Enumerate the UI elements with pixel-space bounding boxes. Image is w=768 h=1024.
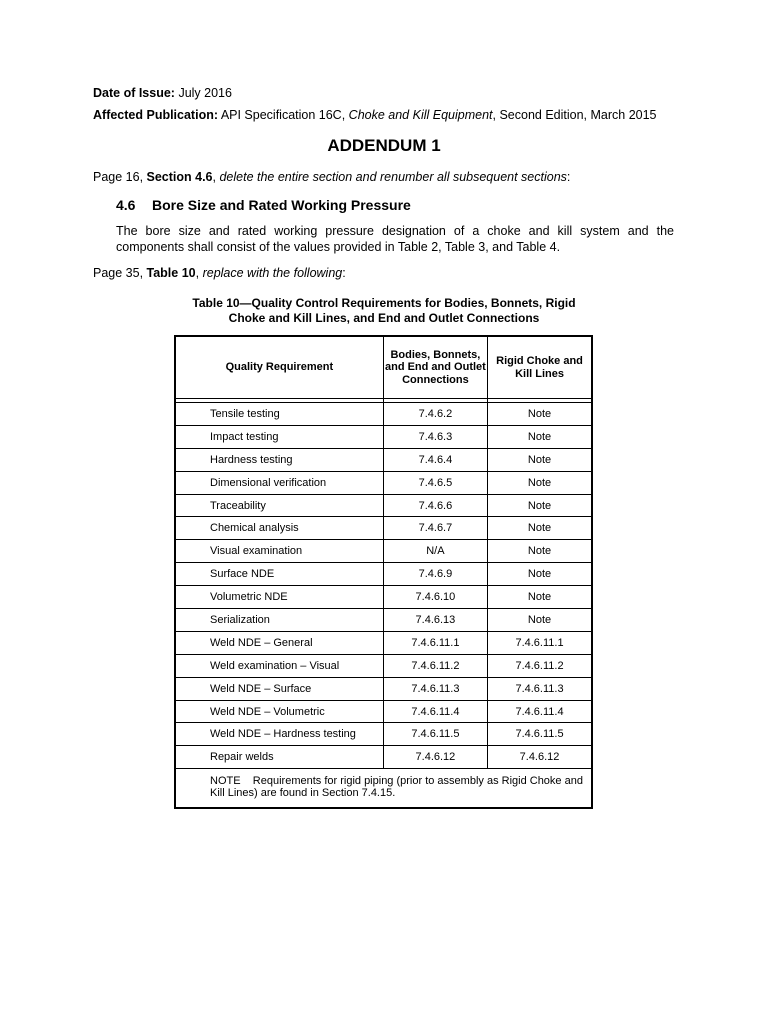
section-number: 4.6: [116, 197, 136, 213]
bodies-ref-cell: 7.4.6.2: [383, 403, 487, 426]
bodies-ref-cell: 7.4.6.11.4: [383, 700, 487, 723]
bodies-ref-cell: 7.4.6.11.3: [383, 677, 487, 700]
table-row: [175, 586, 592, 609]
lines-ref-cell: 7.4.6.11.4: [488, 700, 592, 723]
bodies-ref-cell: 7.4.6.5: [383, 471, 487, 494]
requirement-cell: Serialization: [175, 609, 383, 632]
publication-value-pre: API Specification 16C,: [220, 108, 349, 122]
lines-ref-cell: 7.4.6.11.1: [488, 631, 592, 654]
table-caption: [170, 296, 598, 326]
lines-ref-cell: 7.4.6.11.2: [488, 654, 592, 677]
lines-ref-cell: Note: [488, 494, 592, 517]
table-row: [175, 425, 592, 448]
table-row: [175, 403, 592, 426]
table-header-row: [175, 336, 592, 399]
instruction-section-4-6: [93, 170, 570, 184]
lines-ref-cell: 7.4.6.12: [488, 746, 592, 769]
quality-control-table: [174, 335, 593, 809]
section-title: Bore Size and Rated Working Pressure: [152, 197, 411, 213]
table-row: [175, 609, 592, 632]
lines-ref-cell: 7.4.6.11.5: [488, 723, 592, 746]
lines-ref-cell: Note: [488, 403, 592, 426]
table-row: [175, 471, 592, 494]
requirement-cell: Surface NDE: [175, 563, 383, 586]
instruction2-mid: ,: [195, 266, 203, 280]
bodies-ref-cell: 7.4.6.13: [383, 609, 487, 632]
table-caption-line2: Choke and Kill Lines, and End and Outlet Connections: [228, 311, 540, 325]
bodies-ref-cell: 7.4.6.11.2: [383, 654, 487, 677]
table-row: [175, 631, 592, 654]
bodies-ref-cell: 7.4.6.11.1: [383, 631, 487, 654]
bodies-ref-cell: 7.4.6.3: [383, 425, 487, 448]
instruction2-post: :: [342, 266, 346, 280]
bodies-ref-cell: 7.4.6.12: [383, 746, 487, 769]
table-row: [175, 723, 592, 746]
lines-ref-cell: 7.4.6.11.3: [488, 677, 592, 700]
requirement-cell: Dimensional verification: [175, 471, 383, 494]
lines-ref-cell: Note: [488, 609, 592, 632]
bodies-ref-cell: 7.4.6.10: [383, 586, 487, 609]
table-row: [175, 654, 592, 677]
publication-title: Choke and Kill Equipment: [348, 108, 493, 122]
header-rigid-choke-kill: Rigid Choke and Kill Lines: [488, 336, 592, 399]
publication-value-post: , Second Edition, March 2015: [492, 108, 657, 122]
lines-ref-cell: Note: [488, 471, 592, 494]
lines-ref-cell: Note: [488, 540, 592, 563]
table-body: [175, 399, 592, 769]
requirement-cell: Traceability: [175, 494, 383, 517]
requirement-cell: Volumetric NDE: [175, 586, 383, 609]
table-row: [175, 448, 592, 471]
note-label: NOTE: [210, 775, 241, 788]
bodies-ref-cell: 7.4.6.11.5: [383, 723, 487, 746]
instruction1-ref: Section 4.6: [146, 170, 213, 184]
bodies-ref-cell: N/A: [383, 540, 487, 563]
instruction2-pre: Page 35,: [93, 266, 147, 280]
table-row: [175, 563, 592, 586]
note-text: Requirements for rigid piping (prior to assembly as Rigid Choke and Kill Lines) are found in Section 7.4.15.: [210, 775, 583, 800]
bodies-ref-cell: 7.4.6.9: [383, 563, 487, 586]
publication-label: Affected Publication:: [93, 108, 219, 122]
date-of-issue: [93, 86, 232, 100]
table-caption-line1: Table 10—Quality Control Requirements for Bodies, Bonnets, Rigid: [192, 296, 576, 310]
section-body: The bore size and rated working pressure designation of a choke and kill system and the components shall consist of the values provided in Table 2, Table 3, and Table 4.: [116, 224, 674, 254]
requirement-cell: Tensile testing: [175, 403, 383, 426]
requirement-cell: Weld NDE – Surface: [175, 677, 383, 700]
table-row: [175, 700, 592, 723]
bodies-ref-cell: 7.4.6.4: [383, 448, 487, 471]
requirement-cell: Weld NDE – Volumetric: [175, 700, 383, 723]
lines-ref-cell: Note: [488, 517, 592, 540]
lines-ref-cell: Note: [488, 586, 592, 609]
table-row: [175, 540, 592, 563]
header-bodies-bonnets: Bodies, Bonnets, and End and Outlet Connections: [383, 336, 487, 399]
requirement-cell: Repair welds: [175, 746, 383, 769]
instruction1-mid: ,: [212, 170, 220, 184]
instruction1-pre: Page 16,: [93, 170, 147, 184]
instruction1-action: delete the entire section and renumber all subsequent sections: [219, 170, 567, 184]
date-value: July 2016: [178, 86, 232, 100]
instruction1-post: :: [566, 170, 571, 184]
requirement-cell: Chemical analysis: [175, 517, 383, 540]
lines-ref-cell: Note: [488, 448, 592, 471]
lines-ref-cell: Note: [488, 563, 592, 586]
requirement-cell: Hardness testing: [175, 448, 383, 471]
requirement-cell: Impact testing: [175, 425, 383, 448]
table-note-row: [175, 769, 592, 809]
requirement-cell: Weld NDE – Hardness testing: [175, 723, 383, 746]
bodies-ref-cell: 7.4.6.6: [383, 494, 487, 517]
section-heading: [116, 197, 411, 213]
instruction-table-10: [93, 266, 346, 280]
table-note: [175, 769, 592, 809]
header-quality-requirement: Quality Requirement: [175, 336, 383, 399]
instruction2-action: replace with the following: [202, 266, 343, 280]
bodies-ref-cell: 7.4.6.7: [383, 517, 487, 540]
table-row: [175, 517, 592, 540]
table-row: [175, 746, 592, 769]
page-title: ADDENDUM 1: [327, 136, 441, 155]
lines-ref-cell: Note: [488, 425, 592, 448]
requirement-cell: Weld NDE – General: [175, 631, 383, 654]
date-label: Date of Issue:: [93, 86, 175, 100]
requirement-cell: Visual examination: [175, 540, 383, 563]
table-row: [175, 677, 592, 700]
table-row: [175, 494, 592, 517]
requirement-cell: Weld examination – Visual: [175, 654, 383, 677]
instruction2-ref: Table 10: [146, 266, 196, 280]
affected-publication: [93, 108, 657, 122]
